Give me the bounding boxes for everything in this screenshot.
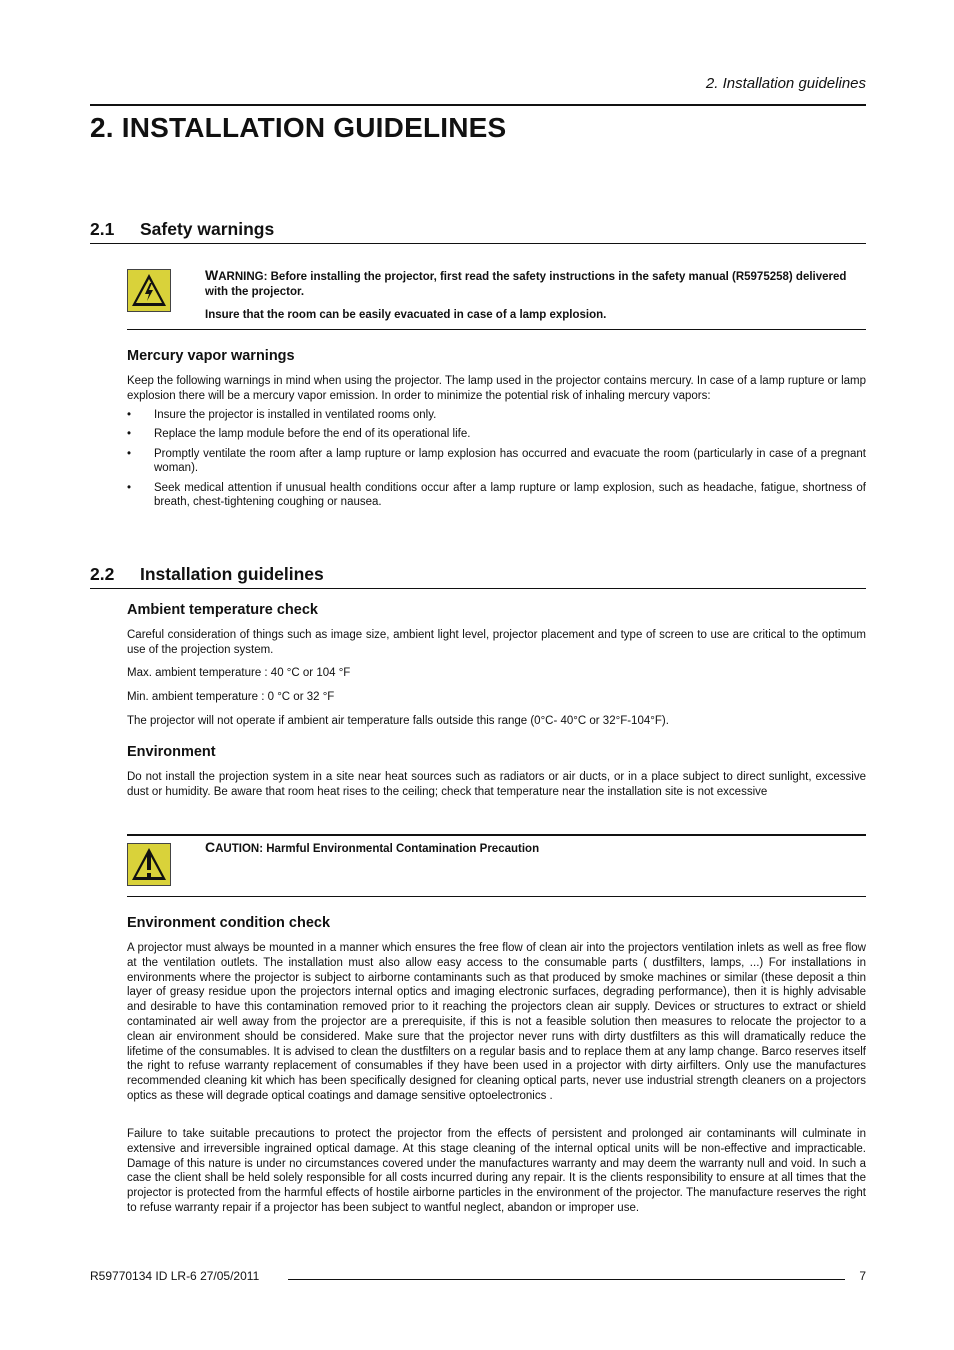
environment-heading: Environment (127, 744, 216, 760)
caution-notice (205, 840, 866, 857)
high-voltage-warning-icon (127, 269, 171, 312)
warning-label-initial: W (205, 267, 219, 283)
list-item (127, 427, 866, 441)
section-number: 2.1 (90, 219, 115, 239)
running-header: 2. Installation guidelines (705, 75, 866, 92)
caution-text: Harmful Environmental Contamination Precaution (266, 843, 540, 855)
section-heading: Safety warnings (140, 219, 275, 239)
bullet-dot: • (127, 448, 132, 460)
environment-text: Do not install the projection system in a site near heat sources such as radiators or air ducts, or in a place subject to direct sunlight, excessive dust or humidity. Be aware that room heat rises to the ceiling; check that temperature near the installation site is not excessive (127, 771, 866, 798)
list-item-text: Promptly ventilate the room after a lamp rupture or lamp explosion has occurred and evacuate the room (particularly in case of a pregnant woman). (154, 448, 866, 474)
footer-doc-id: R59770134 ID LR-6 27/05/2011 (90, 1269, 260, 1283)
list-item (127, 408, 866, 422)
list-item-text: Replace the lamp module before the end of its operational life. (154, 428, 471, 440)
ambient-intro: Careful consideration of things such as image size, ambient light level, projector placement and type of screen to use are critical to the optimum use of the projection system. (127, 629, 866, 656)
bullet-dot: • (127, 409, 132, 421)
list-item (127, 481, 866, 509)
condition-heading: Environment condition check (127, 915, 331, 931)
caution-label-rest: AUTION: (215, 843, 264, 855)
caution-bottom-rule (127, 896, 866, 897)
section-title-installation (90, 564, 324, 585)
section-number: 2.2 (90, 564, 115, 584)
caution-top-rule (127, 834, 866, 836)
ambient-heading: Ambient temperature check (127, 602, 318, 618)
caution-label-initial: C (205, 839, 216, 855)
header-rule (90, 104, 866, 106)
warning-rule (127, 329, 866, 330)
list-item-text: Insure the projector is installed in ventilated rooms only. (154, 409, 437, 421)
page-number: 7 (859, 1269, 866, 1283)
warning-text-evacuate: Insure that the room can be easily evacuated in case of a lamp explosion. (205, 309, 607, 321)
warning-notice (205, 268, 866, 300)
max-temperature: Max. ambient temperature : 40 °C or 104 °F (127, 667, 351, 679)
condition-para-2: Failure to take suitable precautions to protect the projector from the effects of persistent and prolonged air contaminants will culminate in extensive and irreversible ingrained optical damage. At this stage cleaning of the internal optical units will be non-effective and impracticable. Damage of this nature is under no circumstances covered under the manufactures warranty and may deem the warranty null and void. In such a case the client shall be held solely responsible for all costs incurred during any repair. It is the clients responsibility to ensure at all times that the projector is protected from the harmful effects of hostile airborne particles in the environment of the projector. The manufacture reserves the right to refuse warranty repair if a projector has been subject to wantful neglect, abandon or improper use. (127, 1128, 866, 1214)
warning-text: Before installing the projector, first read the safety instructions in the safety manual (R5975258) delivered with the projector. (205, 271, 847, 298)
section-rule (90, 588, 866, 589)
exclamation-caution-icon (127, 843, 171, 886)
section-heading: Installation guidelines (140, 564, 324, 584)
bullet-dot: • (127, 428, 132, 440)
condition-para-1: A projector must always be mounted in a manner which ensures the free flow of clean air into the projectors ventilation inlets as well as free flow at the ventilation outlets. The installation must also allow easy access to the consumable parts ( dustfilters, lamps, ...) For installations in environments where the projector is subject to airborne contaminants such as that produced by smoke machines or similar (these deposit a thin layer of greasy residue upon the projectors internal optics and imaging electronic surfaces, degrading performance), then it is highly advisable and desirable to have this contamination removed prior to it reaching the projectors clean air supply. Devices or structures to extract or shield contaminated air well away from the projector are a prerequisite, if this is not a feasible solution then measures to relocate the projector to a clean air environment should be considered. Make sure that the projector never runs with dirty dustfilters as this will dramatically reduce the lifetime of the consumables. It is advised to clean the dustfilters on a regular basis and to replace them at any lamp change. Barco reserves itself the right to refuse warranty replacement of consumables if they have been used in a projector with dirty airfilters. Only use the manufactures recommended cleaning kit which has been specifically designed for cleaning optical parts, never use industrial strength cleaners on a projectors optics as these will degrade optical coatings and damage sensitive optoelectronics . (127, 942, 866, 1102)
list-item (127, 447, 866, 475)
temperature-range-note: The projector will not operate if ambient air temperature falls outside this range (0°C- 40°C or 32°F-104°F). (127, 715, 669, 727)
section-title-safety (90, 219, 274, 240)
section-rule (90, 243, 866, 244)
warning-label-rest: ARNING: (218, 271, 268, 283)
bullet-dot: • (127, 482, 132, 494)
chapter-title: 2. INSTALLATION GUIDELINES (90, 112, 507, 143)
footer-rule (288, 1279, 845, 1280)
list-item-text: Seek medical attention if unusual health conditions occur after a lamp rupture or lamp explosion, such as headache, fatigue, shortness of breath, chest-tightening coughing or nausea. (154, 482, 866, 508)
mercury-intro: Keep the following warnings in mind when using the projector. The lamp used in the projector contains mercury. In case of a lamp rupture or lamp explosion there will be a mercury vapor emission. In order to minimize the potential risk of inhaling mercury vapors: (127, 375, 866, 402)
min-temperature: Min. ambient temperature : 0 °C or 32 °F (127, 691, 335, 703)
mercury-heading: Mercury vapor warnings (127, 348, 295, 364)
